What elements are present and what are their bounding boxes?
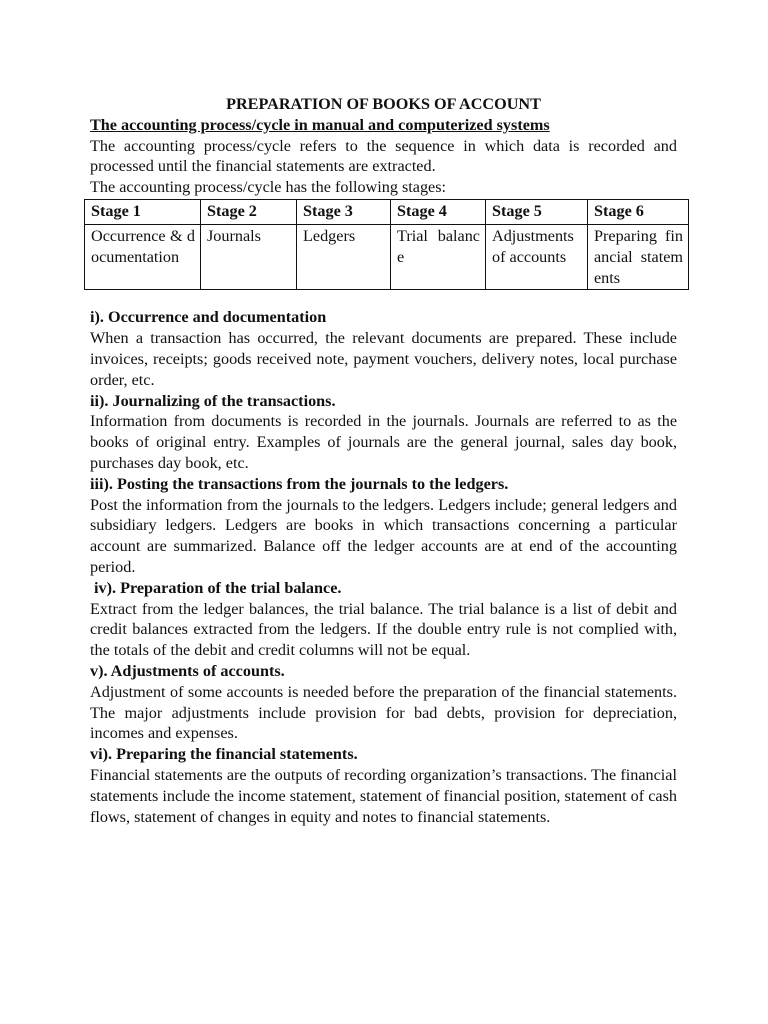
section-heading: ii). Journalizing of the transactions. [90,391,336,410]
stages-intro: The accounting process/cycle has the following stages: [90,178,447,197]
section-body: Adjustment of some accounts is needed before the preparation of the financial statements. The major adjustments include provision for bad debts, provision for depreciation, incomes and expenses. [90,682,677,743]
stage-header: Stage 2 [201,199,297,224]
section-body: Extract from the ledger balances, the trial balance. The trial balance is a list of debit and credit balances extracted from the ledgers. If the double entry rule is not complied with, the totals of the debit and credit columns will not be equal. [90,599,677,660]
stage-cell: Ledgers [297,224,391,289]
section-body: When a transaction has occurred, the relevant documents are prepared. These include invoices, receipts; goods received note, payment vouchers, delivery notes, local purchase order, etc. [90,329,677,389]
stage-cell: Journals [201,224,297,289]
stage-header: Stage 6 [588,199,689,224]
section-heading: i). Occurrence and documentation [90,308,327,327]
stage-cell: Preparing financial statements [588,224,689,289]
stage-cell: Trial balance [391,224,486,289]
document-subtitle: The accounting process/cycle in manual and computerized systems [90,115,550,134]
section-heading: v). Adjustments of accounts. [90,661,285,680]
document-title: PREPARATION OF BOOKS OF ACCOUNT [226,95,541,113]
stage-header: Stage 1 [85,199,201,224]
stages-body-row [85,224,689,289]
stage-header: Stage 4 [391,199,486,224]
section-body: Post the information from the journals to the ledgers. Ledgers include; general ledgers and subsidiary ledgers. Ledgers are books in which transactions concerning a particular account are summarized. Balance off the ledger accounts are at end of the accounting period. [90,495,677,576]
stage-header: Stage 3 [297,199,391,224]
document-page [90,94,683,827]
stage-cell: Occurrence & documentation [85,224,201,289]
stage-header: Stage 5 [486,199,588,224]
intro-paragraph: The accounting process/cycle refers to the sequence in which data is recorded and processed until the financial statements are extracted. [90,136,677,176]
stages-header-row [85,199,689,224]
stage-cell: Adjustments of accounts [486,224,588,289]
section-body: Financial statements are the outputs of recording organization’s transactions. The financial statements include the income statement, statement of financial position, statement of cash flows, statement of changes in equity and notes to financial statements. [90,765,677,826]
section-heading: iv). Preparation of the trial balance. [94,578,342,597]
section-body: Information from documents is recorded in the journals. Journals are referred to as the books of original entry. Examples of journals are the general journal, sales day book, purchases day book, etc. [90,412,677,472]
section-heading: iii). Posting the transactions from the journals to the ledgers. [90,474,509,493]
section-heading: vi). Preparing the financial statements. [90,745,358,764]
stages-table [84,199,689,290]
